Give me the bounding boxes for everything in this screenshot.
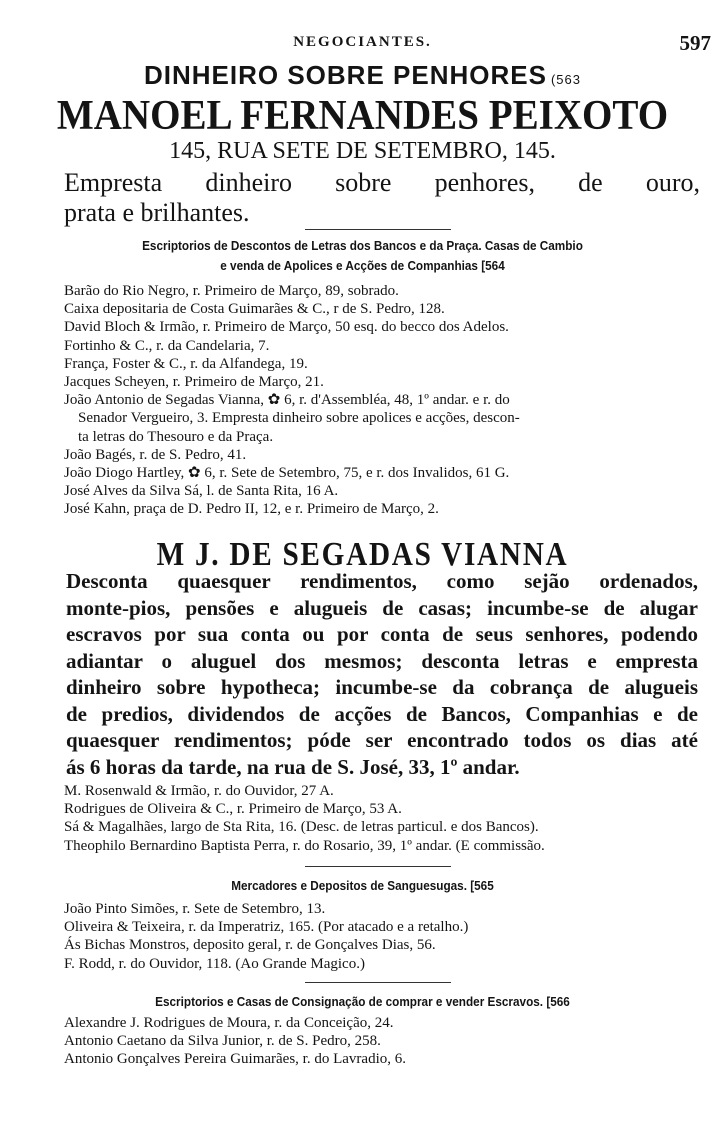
page-number: 597 [679, 31, 711, 55]
segadas-ad-line: escravos por sua conta ou por conta de seus senhores, podendo [66, 622, 698, 646]
sanguesugas-list [64, 900, 704, 973]
list-item-continuation: Senador Vergueiro, 3. Empresta dinheiro sobre apolices e acções, descon- [78, 410, 520, 427]
list-item: Antonio Gonçalves Pereira Guimarães, r. do Lavradio, 6. [64, 1051, 406, 1068]
segadas-ad-line: adiantar o aluguel dos mesmos; desconta letras e empresta [66, 648, 698, 673]
list-item: Rodrigues de Oliveira & C., r. Primeiro de Março, 53 A. [64, 801, 402, 818]
section-divider [305, 229, 451, 230]
penhores-heading [0, 60, 725, 91]
list-item-continuation: ta letras do Thesouro e da Praça. [78, 428, 274, 445]
list-item: João Bagés, r. de S. Pedro, 41. [64, 446, 247, 463]
running-head-title: NEGOCIANTES. [293, 34, 432, 50]
advertiser-address: 145, RUA SETE DE SETEMBRO, 145. [169, 138, 556, 164]
list-item: França, Foster & C., r. da Alfandega, 19. [64, 355, 308, 372]
penhores-heading-text: DINHEIRO SOBRE PENHORES [144, 60, 547, 90]
escravos-list [64, 1014, 704, 1069]
segadas-ad-line: dinheiro sobre hypotheca; incumbe-se da cobrança de alugueis [66, 675, 698, 699]
section-divider [305, 982, 451, 983]
segadas-ad-line: quaesquer rendimentos; póde ser encontrado todos os dias até [66, 728, 698, 752]
list-item: João Diogo Hartley, ✿ 6, r. Sete de Setembro, 75, e r. dos Invalidos, 61 G. [64, 465, 510, 482]
segadas-ad-line: Desconta quaesquer rendimentos, como sejão ordenados, [66, 569, 698, 593]
segadas-advertisement [66, 568, 698, 780]
list-item: Ás Bichas Monstros, deposito geral, r. de Gonçalves Dias, 56. [64, 937, 436, 954]
list-item: David Bloch & Irmão, r. Primeiro de Março, 50 esq. do becco dos Adelos. [64, 319, 509, 336]
list-item: F. Rodd, r. do Ouvidor, 118. (Ao Grande Magico.) [64, 955, 365, 972]
section-divider [305, 866, 451, 867]
advertiser-name: MANOEL FERNANDES PEIXOTO [56, 93, 669, 139]
descontos-heading-line-2: e venda de Apolices e Acções de Companhias [564 [220, 259, 505, 273]
penhores-heading-ref: (563 [550, 72, 581, 87]
list-item: Sá & Magalhães, largo de Sta Rita, 16. (Desc. de letras particul. e dos Bancos). [64, 819, 539, 836]
list-item: Antonio Caetano da Silva Junior, r. de S. Pedro, 258. [64, 1033, 381, 1050]
running-head [0, 31, 725, 58]
list-item: M. Rosenwald & Irmão, r. do Ouvidor, 27 A. [64, 783, 334, 799]
penhores-text-line-1: Empresta dinheiro sobre penhores, de ouro, [64, 168, 700, 197]
segadas-list [64, 782, 704, 855]
segadas-heading: M J. DE SEGADAS VIANNA [156, 536, 569, 573]
penhores-text-line-2: prata e brilhantes. [64, 198, 250, 227]
list-item: João Antonio de Segadas Vianna, ✿ 6, r. d'Assembléa, 48, 1º andar. e r. do [64, 392, 510, 409]
segadas-ad-line: monte-pios, pensões e alugueis de casas; incumbe-se de alugar [66, 595, 698, 620]
list-item: Caixa depositaria de Costa Guimarães & C., r de S. Pedro, 128. [64, 301, 445, 318]
list-item: José Alves da Silva Sá, l. de Santa Rita, 16 A. [64, 483, 339, 500]
list-item: Fortinho & C., r. da Candelaria, 7. [64, 337, 270, 354]
segadas-ad-line: de predios, dividendos de acções de Bancos, Companhias e de [66, 701, 698, 726]
descontos-list [64, 282, 704, 519]
sanguesugas-heading: Mercadores e Depositos de Sanguesugas. [565 [231, 879, 494, 893]
list-item: João Pinto Simões, r. Sete de Setembro, 13. [64, 901, 326, 917]
descontos-heading-line-1: Escriptorios de Descontos de Letras dos Bancos e da Praça. Casas de Cambio [142, 239, 583, 253]
list-item: Alexandre J. Rodrigues de Moura, r. da Conceição, 24. [64, 1015, 394, 1031]
list-item: Jacques Scheyen, r. Primeiro de Março, 21. [64, 374, 324, 391]
list-item: Barão do Rio Negro, r. Primeiro de Março, 89, sobrado. [64, 283, 399, 299]
segadas-ad-line: ás 6 horas da tarde, na rua de S. José, 33, 1º andar. [66, 754, 520, 779]
escravos-heading: Escriptorios e Casas de Consignação de comprar e vender Escravos. [566 [155, 995, 570, 1009]
list-item: José Kahn, praça de D. Pedro II, 12, e r. Primeiro de Março, 2. [64, 501, 439, 518]
list-item: Theophilo Bernardino Baptista Perra, r. do Rosario, 39, 1º andar. (E commissão. [64, 837, 545, 854]
list-item: Oliveira & Teixeira, r. da Imperatriz, 165. (Por atacado e a retalho.) [64, 919, 469, 936]
